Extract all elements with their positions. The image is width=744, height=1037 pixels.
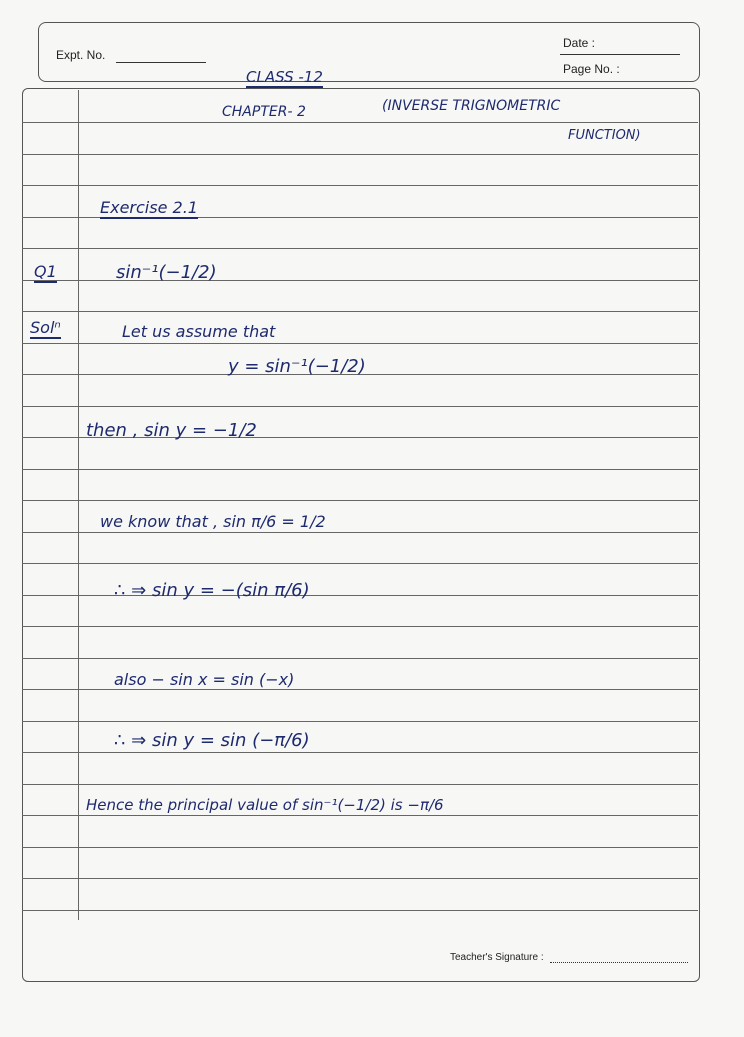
ruled-line [22,626,698,627]
ruled-line [22,311,698,312]
ruled-line [22,752,698,753]
solution-line-2: y = sin⁻¹(−1/2) [228,356,366,377]
solution-line-6: also − sin x = sin (−x) [114,670,295,689]
solution-line-4: we know that , sin π/6 = 1/2 [100,512,326,531]
ruled-line [22,185,698,186]
ruled-line [22,406,698,407]
date-label: Date : [563,36,596,50]
ruled-line [22,500,698,501]
page-no-label: Page No. : [563,62,620,76]
ruled-line [22,469,698,470]
ruled-line [22,689,698,690]
signature-label: Teacher's Signature : [450,952,544,963]
solution-conclusion: Hence the principal value of sin⁻¹(−1/2) is −π/6 [86,796,444,814]
solution-line-5: ∴ ⇒ sin y = −(sin π/6) [114,580,310,601]
date-line [560,54,680,55]
ruled-line [22,248,698,249]
chapter-heading: CHAPTER- 2 [222,104,306,120]
ruled-line [22,910,698,911]
ruled-line [22,815,698,816]
chapter-title-2: FUNCTION) [568,128,641,143]
expt-no-label: Expt. No. [56,48,106,62]
ruled-line [22,658,698,659]
expt-no-line [116,62,206,63]
ruled-line [22,563,698,564]
solution-line-7: ∴ ⇒ sin y = sin (−π/6) [114,730,310,751]
ruled-line [22,721,698,722]
ruled-line [22,847,698,848]
question-label: Q1 [34,262,57,281]
solution-line-3: then , sin y = −1/2 [86,420,257,441]
ruled-line [22,122,698,123]
chapter-title-1: (INVERSE TRIGNOMETRIC [382,98,561,114]
ruled-line [22,784,698,785]
ruled-line [22,343,698,344]
signature-line [550,962,688,963]
margin-line [78,90,79,920]
solution-label: Solⁿ [30,318,61,337]
question-text: sin⁻¹(−1/2) [116,262,217,283]
ruled-line [22,878,698,879]
class-heading: CLASS -12 [246,68,323,86]
solution-line-1: Let us assume that [122,322,276,341]
ruled-line [22,154,698,155]
exercise-heading: Exercise 2.1 [100,198,198,217]
ruled-line [22,532,698,533]
